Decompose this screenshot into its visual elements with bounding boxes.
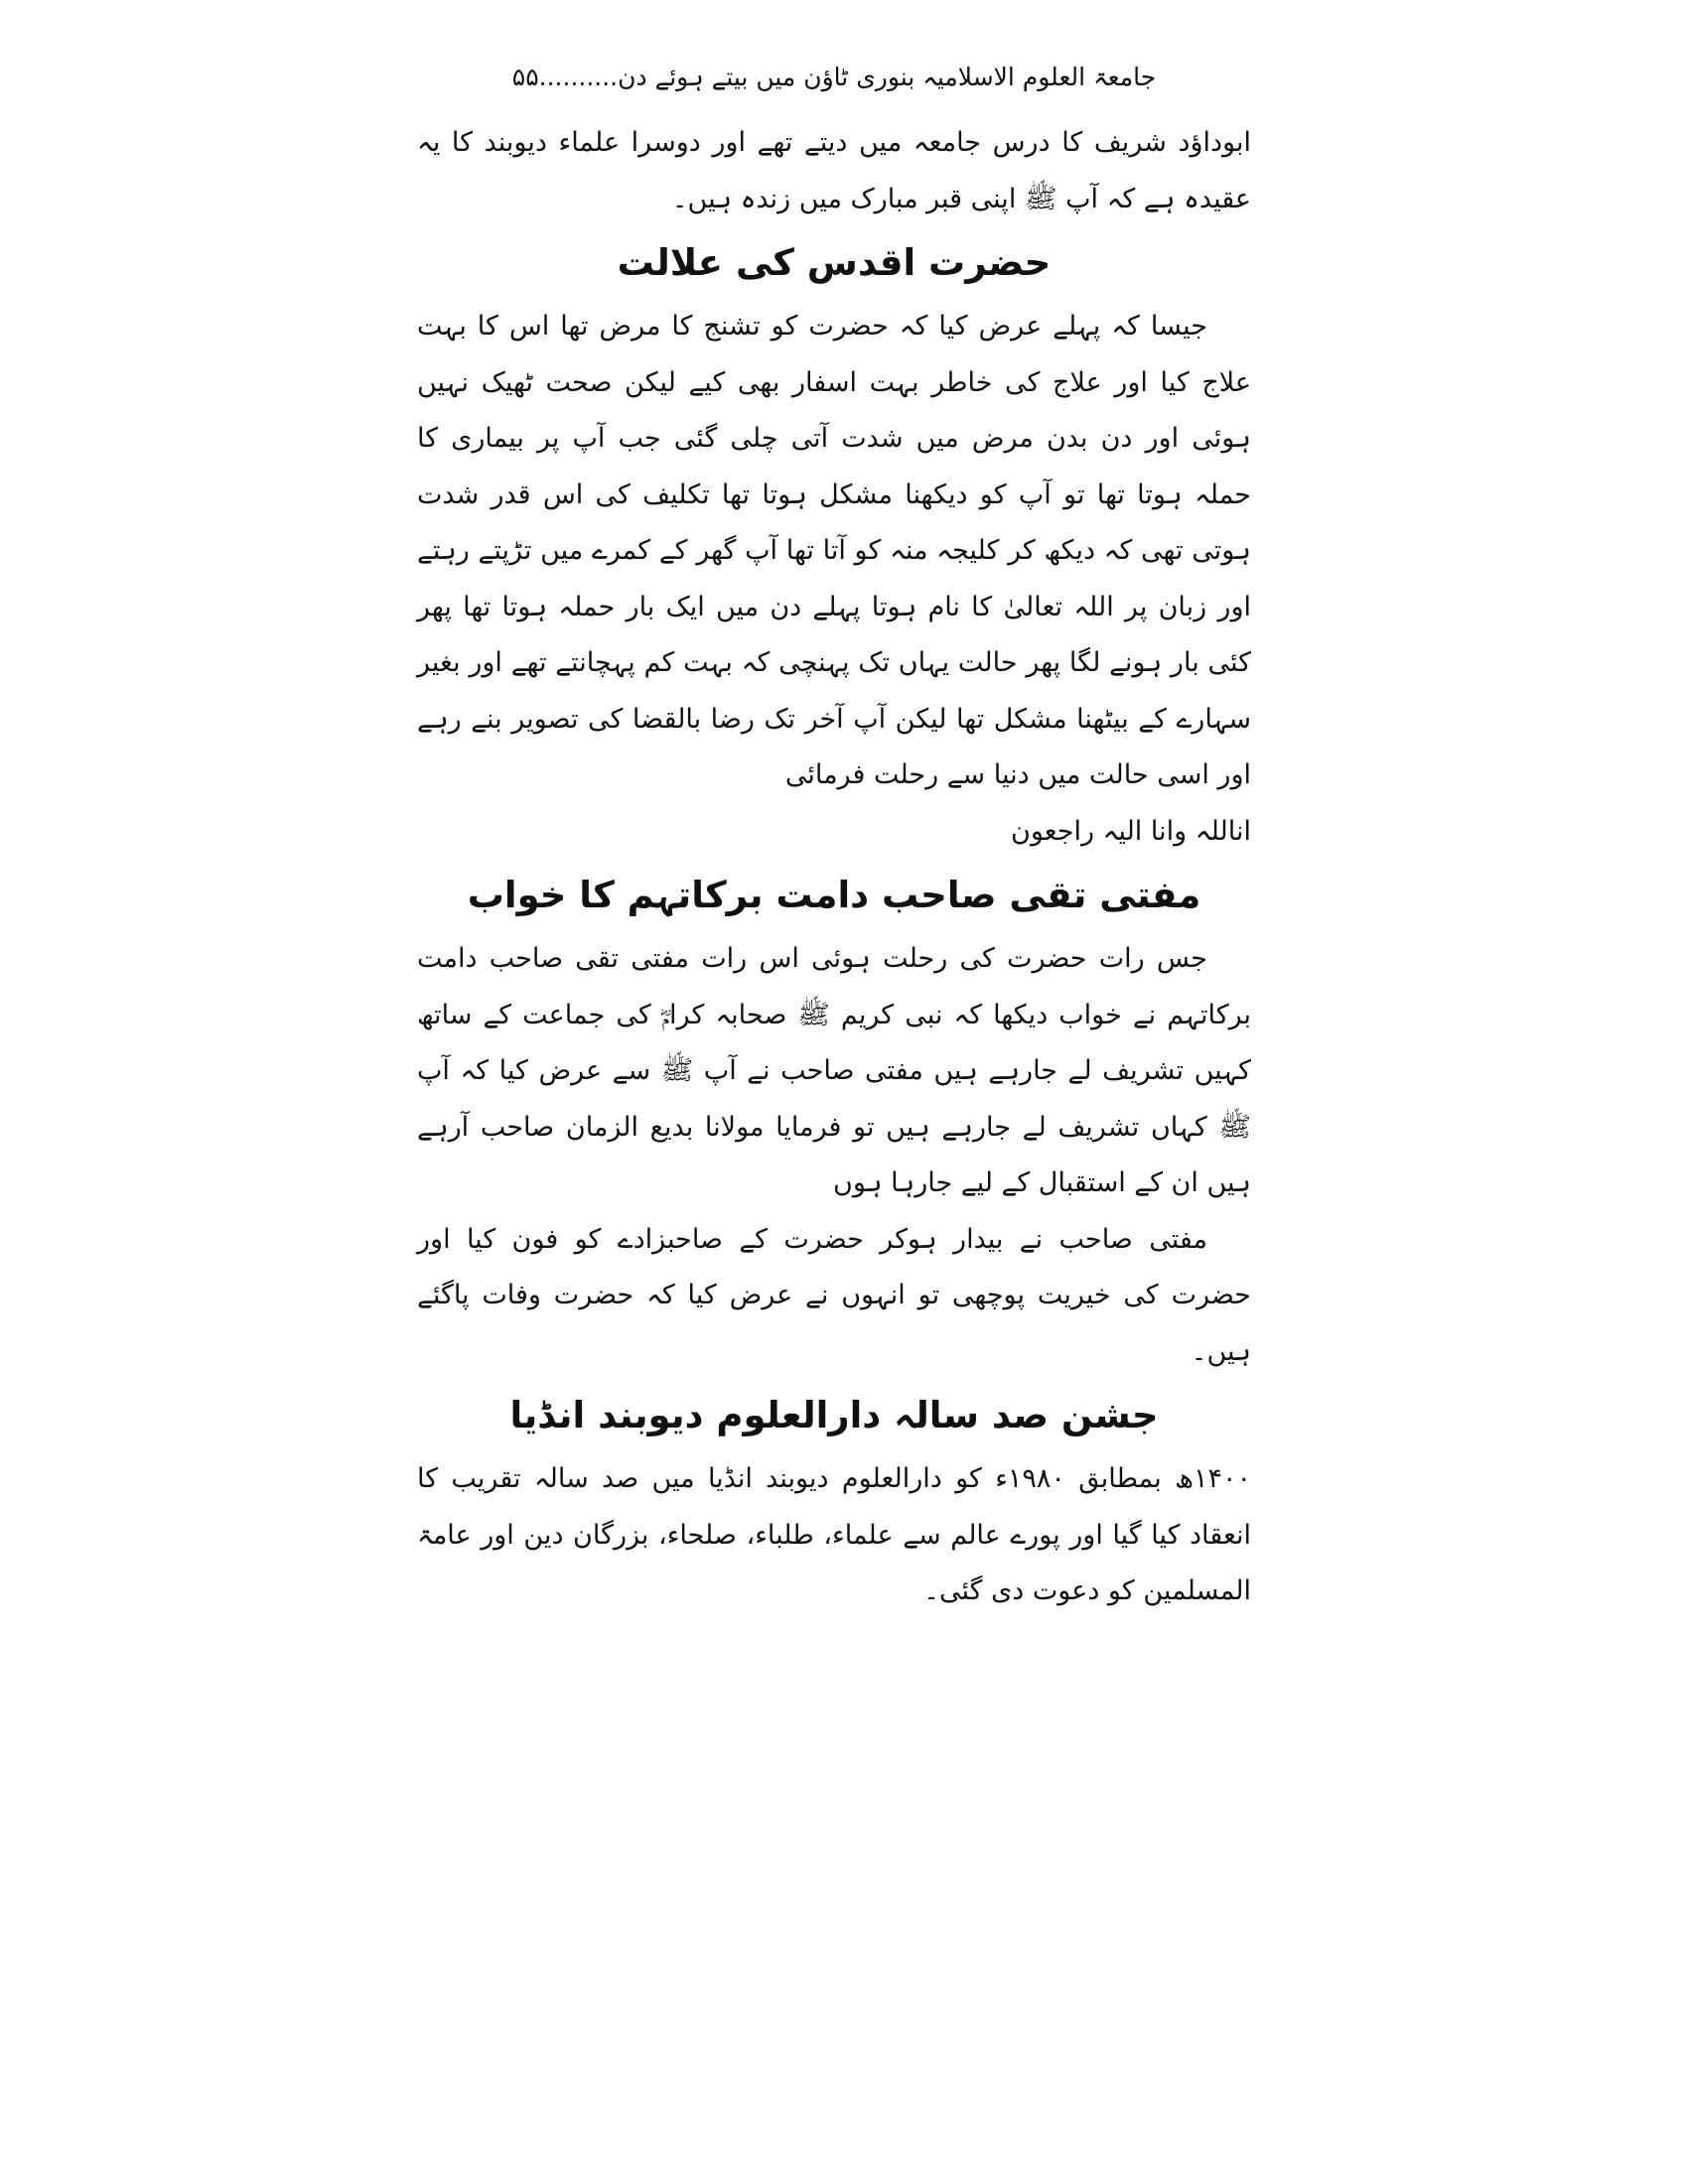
section-heading-illness: حضرت اقدس کی علالت — [617, 241, 1052, 284]
illness-closing-line: اناللہ وانا الیہ راجعون — [1011, 815, 1251, 847]
running-title: جامعۃ العلوم الاسلامیہ بنوری ٹاؤن میں بیتے ہوئے دن — [618, 63, 1157, 91]
book-page — [417, 50, 1251, 1620]
dream-followup-paragraph: مفتی صاحب نے بیدار ہوکر حضرت کے صاحبزادے کو فون کیا اور حضرت کی خیریت پوچھی تو انہوں نے عرض کیا کہ حضرت وفات پاگئے ہیں۔ — [417, 1223, 1251, 1367]
illness-paragraph: جیسا کہ پہلے عرض کیا کہ حضرت کو تشنج کا مرض تھا اس کا بہت علاج کیا اور علاج کی خاطر بہت اسفار بھی کیے لیکن صحت ٹھیک نہیں ہوئی اور دن بدن مرض میں شدت آتی چلی گئی جب آپ پر بیماری کا حملہ ہوتا تھا تو آپ کو دیکھنا مشکل ہوتا تھا تکلیف کی اس قدر شدت ہوتی تھی کہ دیکھ کر کلیجہ منہ کو آتا تھا آپ گھر کے کمرے میں تڑپتے رہتے اور زبان پر اللہ تعالیٰ کا نام ہوتا پہلے دن میں ایک بار حملہ ہوتا تھا پھر کئی بار ہونے لگا پھر حالت یہاں تک پہنچی کہ بہت کم پہچانتے تھے اور بغیر سہارے کے بیٹھنا مشکل تھا لیکن آپ آخر تک رضا بالقضا کی تصویر بنے رہے اور اسی حالت میں دنیا سے رحلت فرمائی — [417, 311, 1251, 790]
running-header — [417, 50, 1251, 105]
centenary-paragraph: ۱۴۰۰ھ بمطابق ۱۹۸۰ء کو دارالعلوم دیوبند انڈیا میں صد سالہ تقریب کا انعقاد کیا گیا اور پورے عالم سے علماء، طلباء، صلحاء، بزرگان دین اور عامۃ المسلمین کو دعوت دی گئی۔ — [417, 1463, 1251, 1606]
section-heading-centenary: جشن صد سالہ دارالعلوم دیوبند انڈیا — [509, 1394, 1159, 1436]
opening-paragraph: ابوداؤد شریف کا درس جامعہ میں دیتے تھے اور دوسرا علماء دیوبند کا یہ عقیدہ ہے کہ آپ ﷺ اپنی قبر مبارک میں زندہ ہیں۔ — [417, 127, 1251, 214]
page-number: ۵۵ — [511, 63, 539, 91]
header-leader: .......... — [538, 63, 619, 91]
section-heading-dream: مفتی تقی صاحب دامت برکاتہم کا خواب — [467, 874, 1201, 916]
dream-paragraph: جس رات حضرت کی رحلت ہوئی اس رات مفتی تقی صاحب دامت برکاتہم نے خواب دیکھا کہ نبی کریم ﷺ صحابہ کرامؓ کی جماعت کے ساتھ کہیں تشریف لے جارہے ہیں مفتی صاحب نے آپ ﷺ سے عرض کیا کہ آپ ﷺ کہاں تشریف لے جارہے ہیں تو فرمایا مولانا بدیع الزمان صاحب آرہے ہیں ان کے استقبال کے لیے جارہا ہوں — [417, 943, 1251, 1198]
